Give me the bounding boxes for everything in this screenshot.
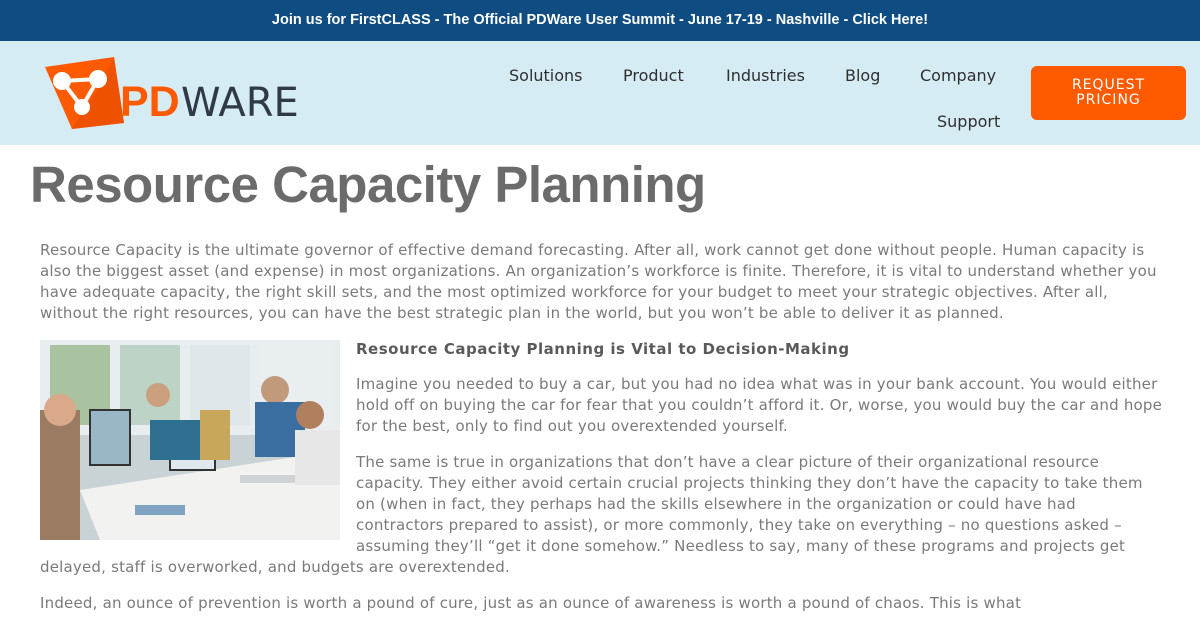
main-content (40, 240, 1165, 629)
section-heading: Resource Capacity Planning is Vital to Decision-Making (356, 340, 850, 358)
page-title: Resource Capacity Planning (30, 156, 706, 213)
pdware-logo[interactable] (42, 55, 347, 131)
paragraph-car-analogy: Imagine you needed to buy a car, but you had no idea what was in your bank account. You would either hold off on buying the car for fear that you couldn’t afford it. Or, worse, you would buy the car and hope for the best, only to find out you overextended yourself. (356, 375, 1163, 435)
paragraph-organizations: The same is true in organizations that don’t have a clear picture of their organizational resource capacity. They either avoid certain crucial projects thinking they don’t have the capacity to take them on (when in fact, they perhaps had the skills elsewhere in the organization or could have had contractors prepared to assist), or more commonly, they take on everything – no questions asked – assuming they’ll “get it done somehow.” Needless to say, many of these programs and projects get delayed, staff is overworked, and budgets are overextended. (40, 453, 1143, 576)
logo-mark-icon (42, 55, 347, 131)
intro-paragraph: Resource Capacity is the ultimate governor of effective demand forecasting. After all, work cannot get done without people. Human capacity is also the biggest asset (and expense) in most organizations. An organization’s workforce is finite. Therefore, it is vital to understand whether you have adequate capacity, the right skill sets, and the most optimized workforce for your budget to meet your strategic objectives. After all, without the right resources, you can have the best strategic plan in the world, but you won’t be able to deliver it as planned. (40, 241, 1157, 322)
paragraph-prevention: Indeed, an ounce of prevention is worth a pound of cure, just as an ounce of awareness is worth a pound of chaos. This is what (40, 594, 1022, 612)
nav-blog[interactable]: Blog (845, 66, 881, 85)
nav-solutions[interactable]: Solutions (509, 66, 583, 85)
request-pricing-button[interactable] (1031, 66, 1186, 120)
office-photo-image (40, 340, 340, 540)
svg-text:PD: PD (120, 78, 180, 126)
svg-text:WARE: WARE (181, 80, 299, 126)
request-pricing-label: REQUEST PRICING (1071, 77, 1146, 108)
nav-industries[interactable]: Industries (726, 66, 805, 85)
nav-company[interactable]: Company (920, 66, 997, 85)
announcement-bar[interactable]: Join us for FirstCLASS - The Official PDWare User Summit - June 17-19 - Nashville - Click Here! (0, 0, 1200, 41)
nav-support[interactable]: Support (937, 112, 1001, 131)
nav-product[interactable]: Product (623, 66, 684, 85)
site-header (0, 41, 1200, 145)
office-team-photo (40, 340, 340, 540)
